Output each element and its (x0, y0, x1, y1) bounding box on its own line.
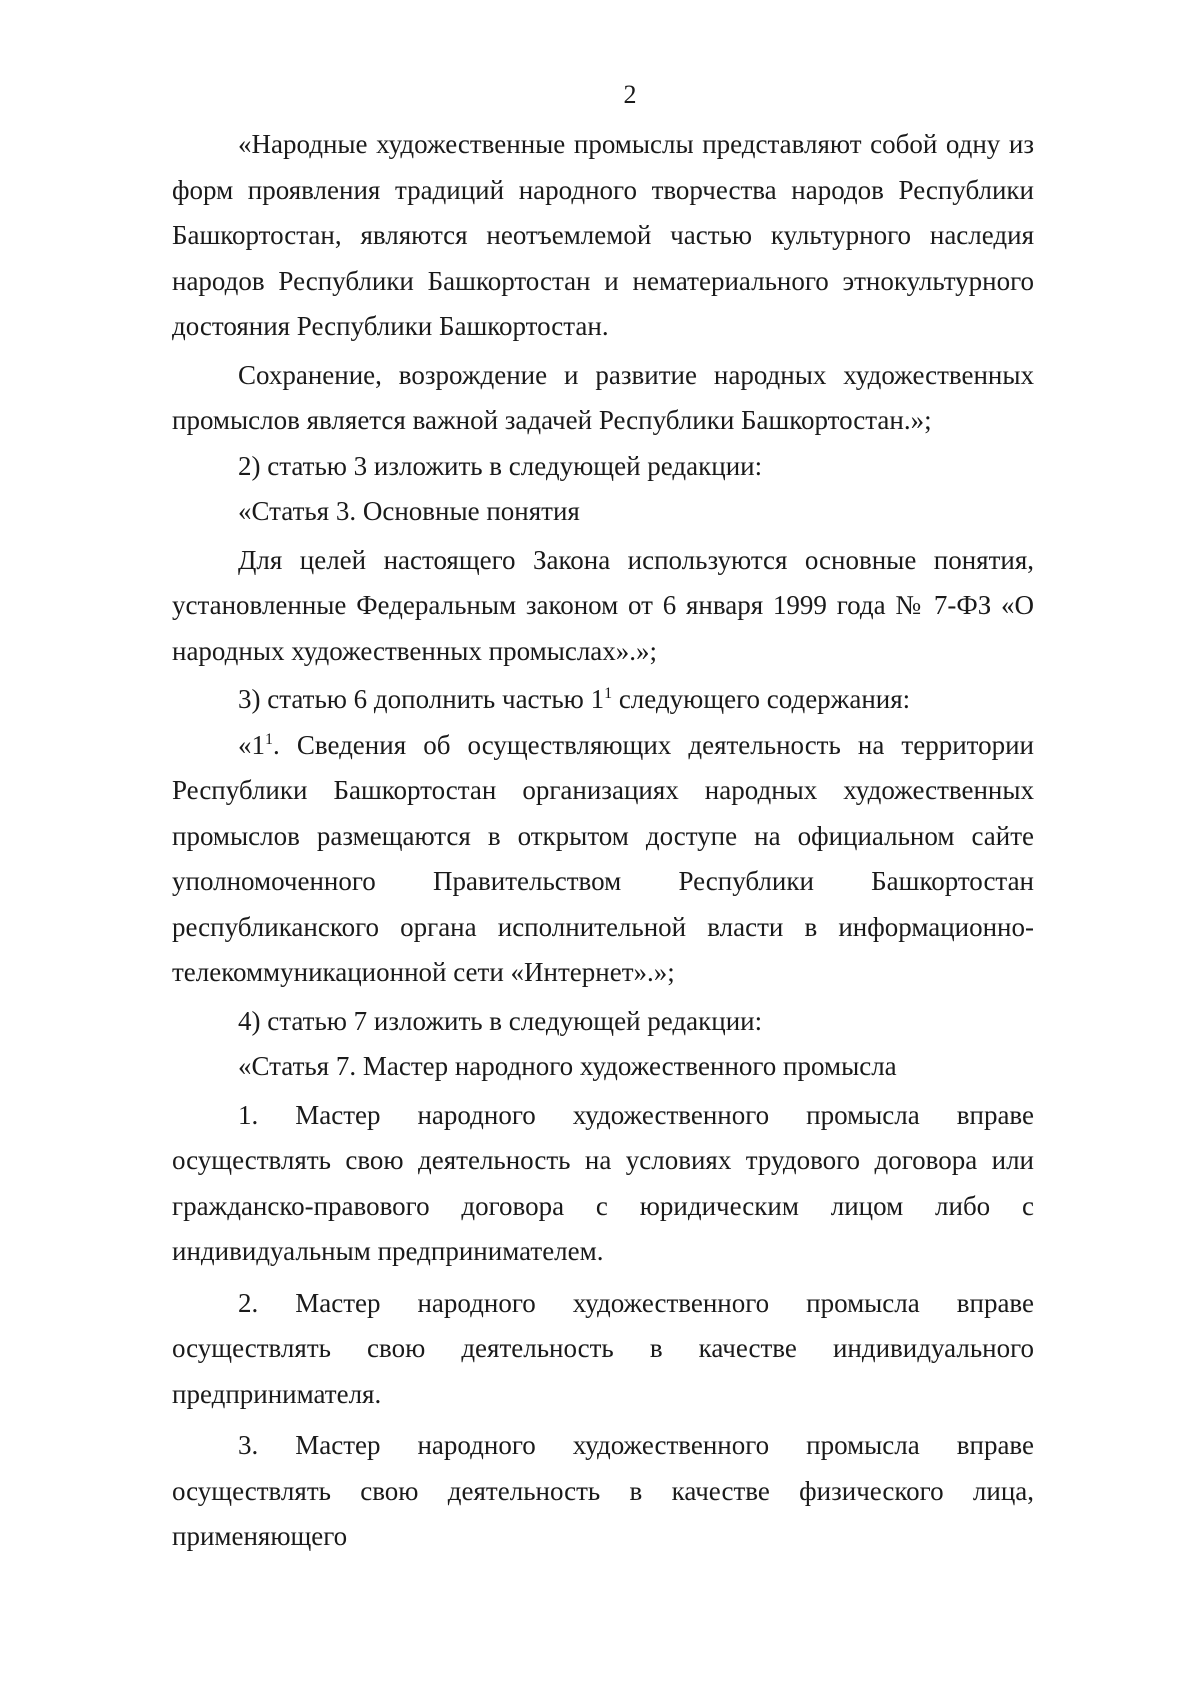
amendment-article-6-text: 3) статью 6 дополнить частью 1 (238, 684, 605, 714)
paragraph-article-7-heading: «Статья 7. Мастер народного художественного промысла (238, 1051, 897, 1081)
paragraph-article-7-part-1: 1. Мастер народного художественного промысла вправе осуществлять свою деятельность на условиях трудового договора или гражданско-правового договора с юридическим лицом либо с индивидуальным предпринимателем. (172, 1099, 1034, 1266)
paragraph-amendment-article-6 (172, 677, 1034, 723)
superscript-index: 1 (265, 730, 273, 748)
superscript-index: 1 (604, 685, 613, 702)
paragraph-basic-concepts: Для целей настоящего Закона используются основные понятия, установленные Федеральным законом от 6 января 1999 года № 7-ФЗ «О народных художественных промыслах».»; (172, 544, 1034, 666)
paragraph-amendment-article-3: 2) статью 3 изложить в следующей редакции: (238, 450, 763, 481)
amendment-article-6-text-tail: следующего содержания: (612, 684, 911, 714)
page-number: 2 (623, 80, 637, 109)
paragraph-article-3-heading: «Статья 3. Основные понятия (238, 496, 580, 526)
part-1-1-text: . Сведения об осуществляющих деятельность на территории Республики Башкортостан организациях народных художественных промыслов размещаются в открытом доступе на официальном сайте уполномоченного Правительством Республики Башкортостан республиканского органа исполнительной власти в информационно-телекоммуникационной сети «Интернет».»; (172, 729, 1034, 987)
paragraph-amendment-article-7: 4) статью 7 изложить в следующей редакции: (238, 1005, 763, 1036)
paragraph-part-1-1-information (172, 723, 1034, 996)
paragraph-folk-crafts-definition: «Народные художественные промыслы представляют собой одну из форм проявления традиций народного творчества народов Республики Башкортостан, являются неотъемлемой частью культурного наследия народов Республики Башкортостан и нематериального этнокультурного достояния Республики Башкортостан. (172, 129, 1034, 341)
paragraph-article-7-part-3: 3. Мастер народного художественного промысла вправе осуществлять свою деятельность в качестве физического лица, применяющего (172, 1430, 1034, 1551)
paragraph-preservation-task: Сохранение, возрождение и развитие народных художественных промыслов является важной задачей Республики Башкортостан.»; (172, 359, 1034, 435)
paragraph-article-7-part-2: 2. Мастер народного художественного промысла вправе осуществлять свою деятельность в качестве индивидуального предпринимателя. (172, 1287, 1034, 1409)
part-1-1-marker: «1 (238, 729, 265, 760)
document-body (172, 122, 1034, 1560)
